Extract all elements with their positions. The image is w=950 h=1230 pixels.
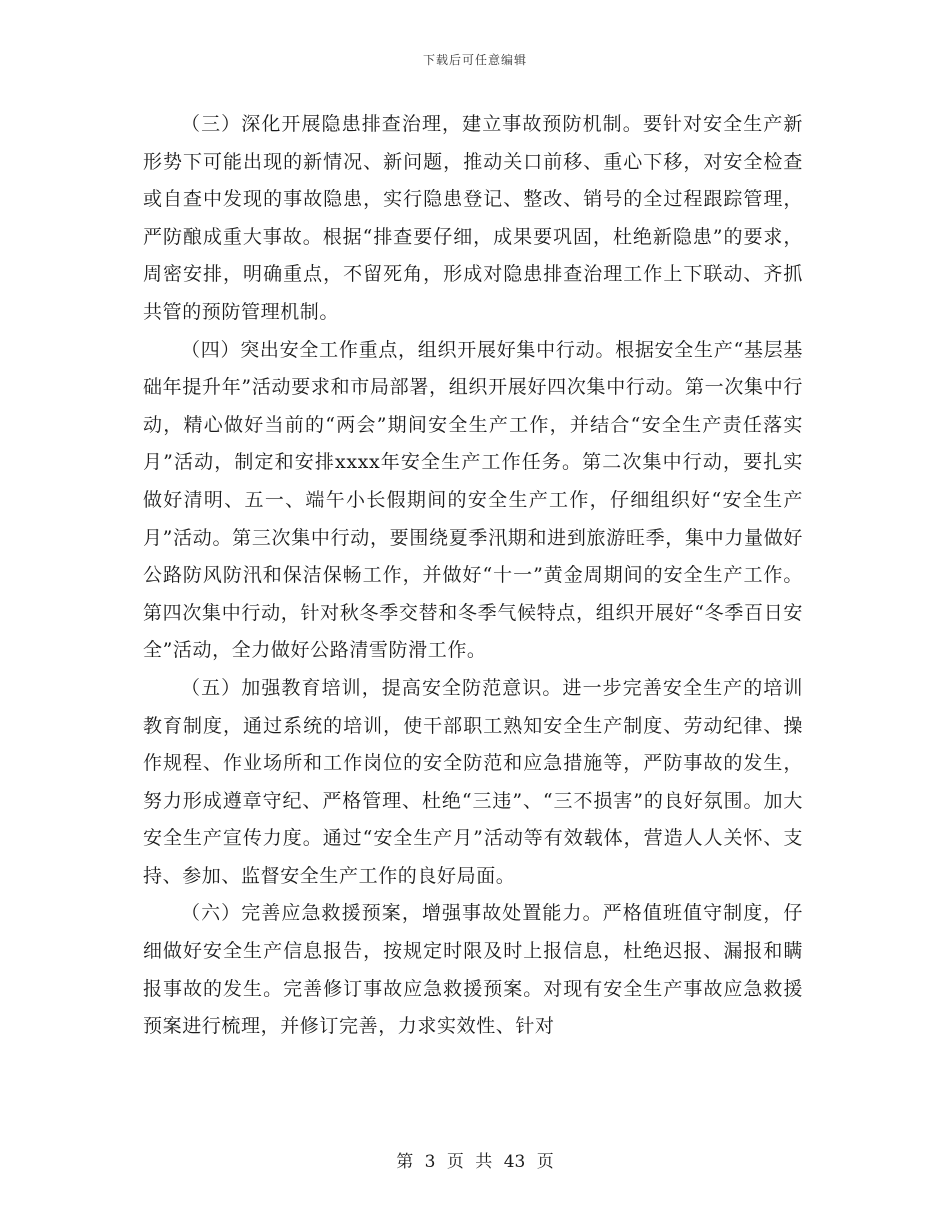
page-number-footer: 第 3 页 共 43 页	[396, 1152, 554, 1172]
document-body	[143, 106, 803, 1046]
paragraph-3: （三）深化开展隐患排查治理，建立事故预防机制。要针对安全生产新形势下可能出现的新情况、新问题，推动关口前移、重心下移，对安全检查或自查中发现的事故隐患，实行隐患登记、整改、销号的全过程跟踪管理，严防酿成重大事故。根据“排查要仔细，成果要巩固，杜绝新隐患”的要求，周密安排，明确重点，不留死角，形成对隐患排查治理工作上下联动、齐抓共管的预防管理机制。	[143, 113, 803, 323]
paragraph-4: （四）突出安全工作重点，组织开展好集中行动。根据安全生产“基层基础年提升年”活动要求和市局部署，组织开展好四次集中行动。第一次集中行动，精心做好当前的“两会”期间安全生产工作，并结合“安全生产责任落实月”活动，制定和安排xxxx年安全生产工作任务。第二次集中行动，要扎实做好清明、五一、端午小长假期间的安全生产工作，仔细组织好“安全生产月”活动。第三次集中行动，要围绕夏季汛期和进到旅游旺季，集中力量做好公路防风防汛和保洁保畅工作，并做好“十一”黄金周期间的安全生产工作。第四次集中行动，针对秋冬季交替和冬季气候特点，组织开展好“冬季百日安全”活动，全力做好公路清雪防滑工作。	[143, 338, 803, 662]
page-header: 下载后可任意编辑	[422, 53, 527, 67]
paragraph-5: （五）加强教育培训，提高安全防范意识。进一步完善安全生产的培训教育制度，通过系统的培训，使干部职工熟知安全生产制度、劳动纪律、操作规程、作业场所和工作岗位的安全防范和应急措施等，严防事故的发生，努力形成遵章守纪、严格管理、杜绝“三违”、“三不损害”的良好氛围。加大安全生产宣传力度。通过“安全生产月”活动等有效载体，营造人人关怀、支持、参加、监督安全生产工作的良好局面。	[143, 676, 803, 887]
paragraph-6: （六）完善应急救援预案，增强事故处置能力。严格值班值守制度，仔细做好安全生产信息报告，按规定时限及时上报信息，杜绝迟报、漏报和瞒报事故的发生。完善修订事故应急救援预案。对现有安全生产事故应急救援预案进行梳理，并修订完善，力求实效性、针对	[143, 902, 803, 1038]
